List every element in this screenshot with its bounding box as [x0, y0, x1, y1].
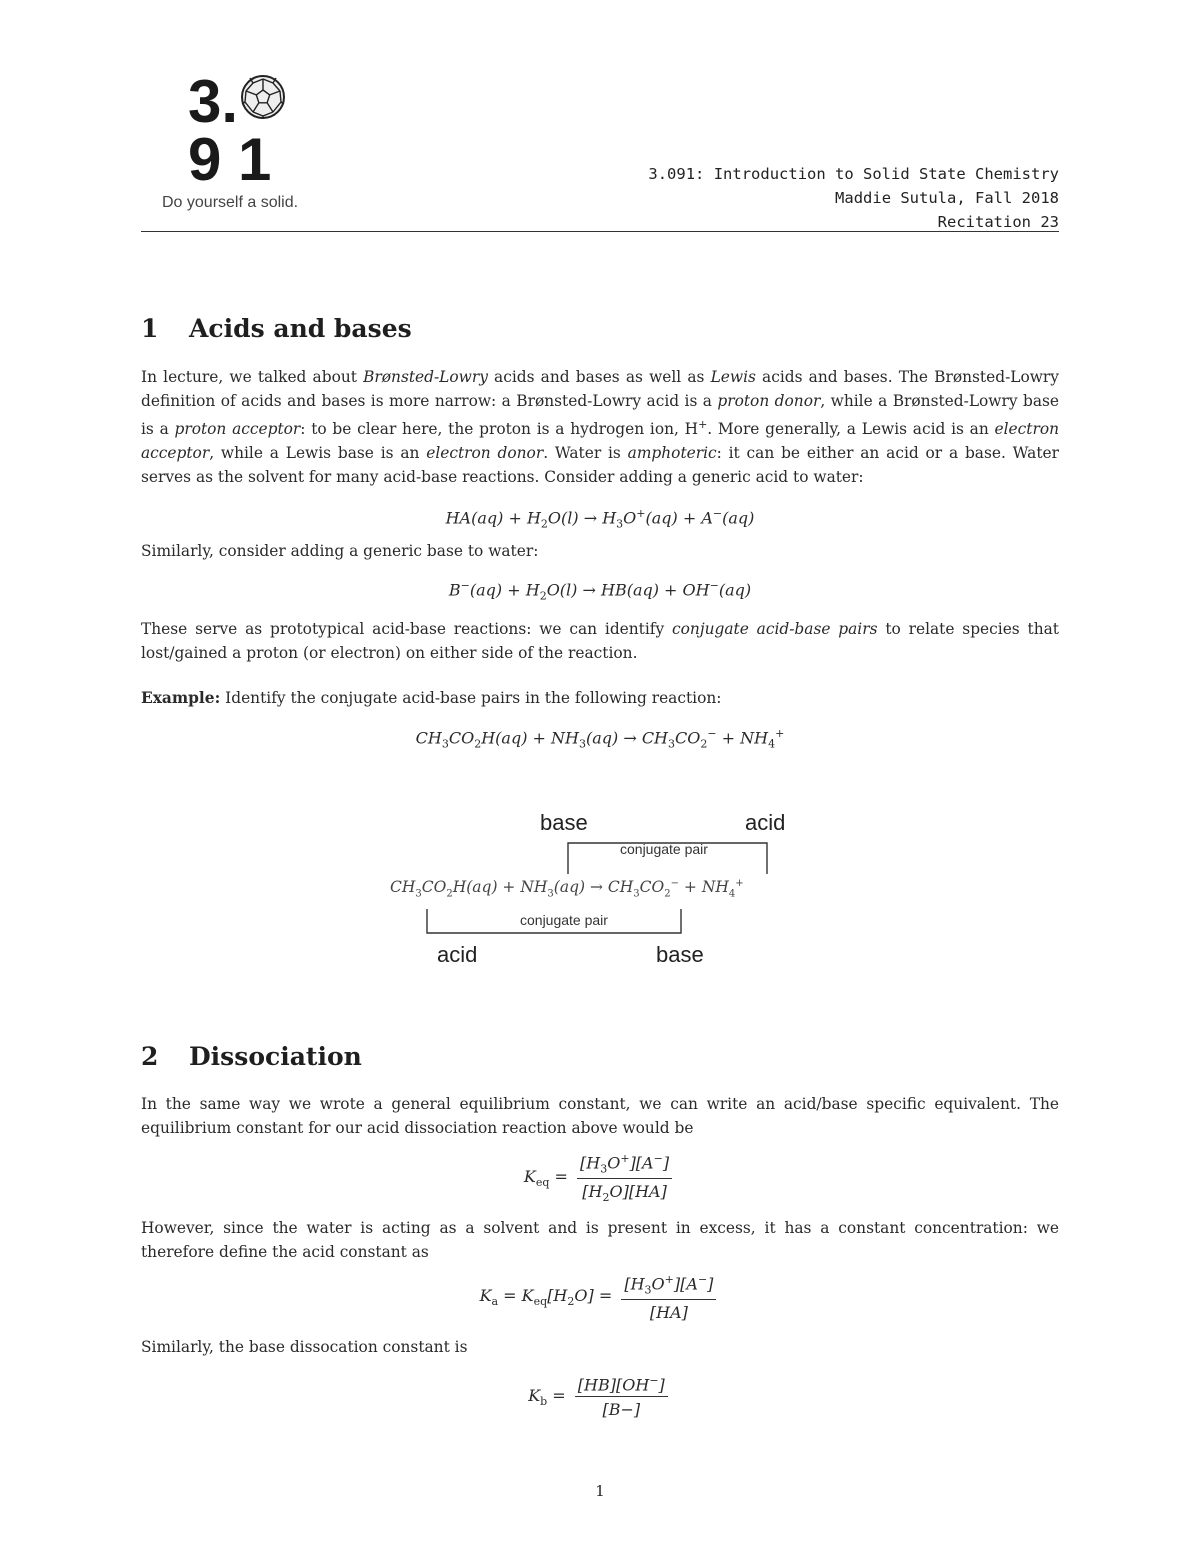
equation-keq: $K_{eq}$ = $\frac{[H_3O^+][A^-]}{[H_2O][HA]}$	[141, 1152, 1059, 1204]
equation-example-reaction: $CH_3CO_2H(aq) + NH_3(aq) \to CH_3CO_2^- + NH_4^+$	[415, 727, 785, 751]
page-number: 1	[595, 1482, 605, 1500]
course-title: 3.091: Introduction to Solid State Chemistry	[648, 165, 1059, 183]
equation-acid-in-water: $HA(aq) + H_2O(l) \to H_3O^+(aq) + A^-(aq)$	[445, 507, 755, 531]
section-heading-acids-bases	[141, 314, 1059, 343]
section-title: Dissociation	[189, 1042, 362, 1071]
logo-tagline: Do yourself a solid.	[162, 194, 299, 211]
label-acid-top: acid	[745, 810, 786, 835]
paragraph-conjugate-pairs: These serve as prototypical acid-base reactions: we can identify conjugate acid-base pairs to relate species that lost/gained a proton (or electron) on either side of the reaction.	[141, 620, 1059, 662]
author-line: Maddie Sutula, Fall 2018	[835, 189, 1059, 207]
section-number: 2	[141, 1042, 159, 1071]
recitation-label: Recitation 23	[937, 213, 1059, 231]
course-logo	[160, 68, 360, 222]
document-header	[648, 162, 1059, 234]
equation-kb: $K_b$ = $\frac{[HB][OH^-]}{[B-]}$	[141, 1374, 1059, 1419]
paragraph-equilibrium: In the same way we wrote a general equilibrium constant, we can write an acid/base specific equivalent. The equilibrium constant for our acid dissociation reaction above would be	[141, 1095, 1059, 1137]
conjugate-pair-diagram	[390, 808, 810, 973]
paragraph-intro: In lecture, we talked about Brønsted-Lowry acids and bases as well as Lewis acids and bases. The Brønsted-Lowry definition of acids and bases is more narrow: a Brønsted-Lowry acid is a proton donor, while a Brønsted-Lowry base is a proton acceptor: to be clear here, the proton is a hydrogen ion, H+. More generally, a Lewis acid is an electron acceptor, while a Lewis base is an electron donor. Water is amphoteric: it can be either an acid or a base. Water serves as the solvent for many acid-base reactions. Consider adding a generic acid to water:	[141, 368, 1059, 486]
paragraph-base-constant: Similarly, the base dissocation constant is	[141, 1338, 468, 1356]
section-heading-dissociation	[141, 1042, 1059, 1071]
diagram-reaction: $CH_3CO_2H(aq) + NH_3(aq) \to CH_3CO_2^- + NH_4^+$	[390, 878, 744, 900]
logo-number-bottom: 9 1	[188, 126, 272, 193]
example-prompt: Example: Identify the conjugate acid-base pairs in the following reaction:	[141, 689, 722, 707]
label-acid-bottom: acid	[437, 942, 478, 967]
label-conjugate-pair-bottom: conjugate pair	[520, 912, 608, 928]
header-divider	[141, 231, 1059, 232]
equation-base-in-water: $B^-(aq) + H_2O(l) \to HB(aq) + OH^-(aq)$	[448, 579, 752, 603]
label-conjugate-pair-top: conjugate pair	[620, 841, 708, 857]
paragraph-generic-base: Similarly, consider adding a generic base to water:	[141, 542, 539, 560]
paragraph-acid-constant: However, since the water is acting as a solvent and is present in excess, it has a constant concentration: we therefore define the acid constant as	[141, 1219, 1059, 1261]
buckyball-icon	[240, 74, 286, 120]
logo-number-top: 3.	[188, 68, 239, 135]
equation-ka: $K_a = K_{eq}[H_2O]$ = $\frac{[H_3O^+][A^-]}{[HA]}$	[141, 1273, 1059, 1322]
label-base-bottom: base	[656, 942, 704, 967]
section-title: Acids and bases	[189, 314, 412, 343]
label-base-top: base	[540, 810, 588, 835]
section-number: 1	[141, 314, 159, 343]
